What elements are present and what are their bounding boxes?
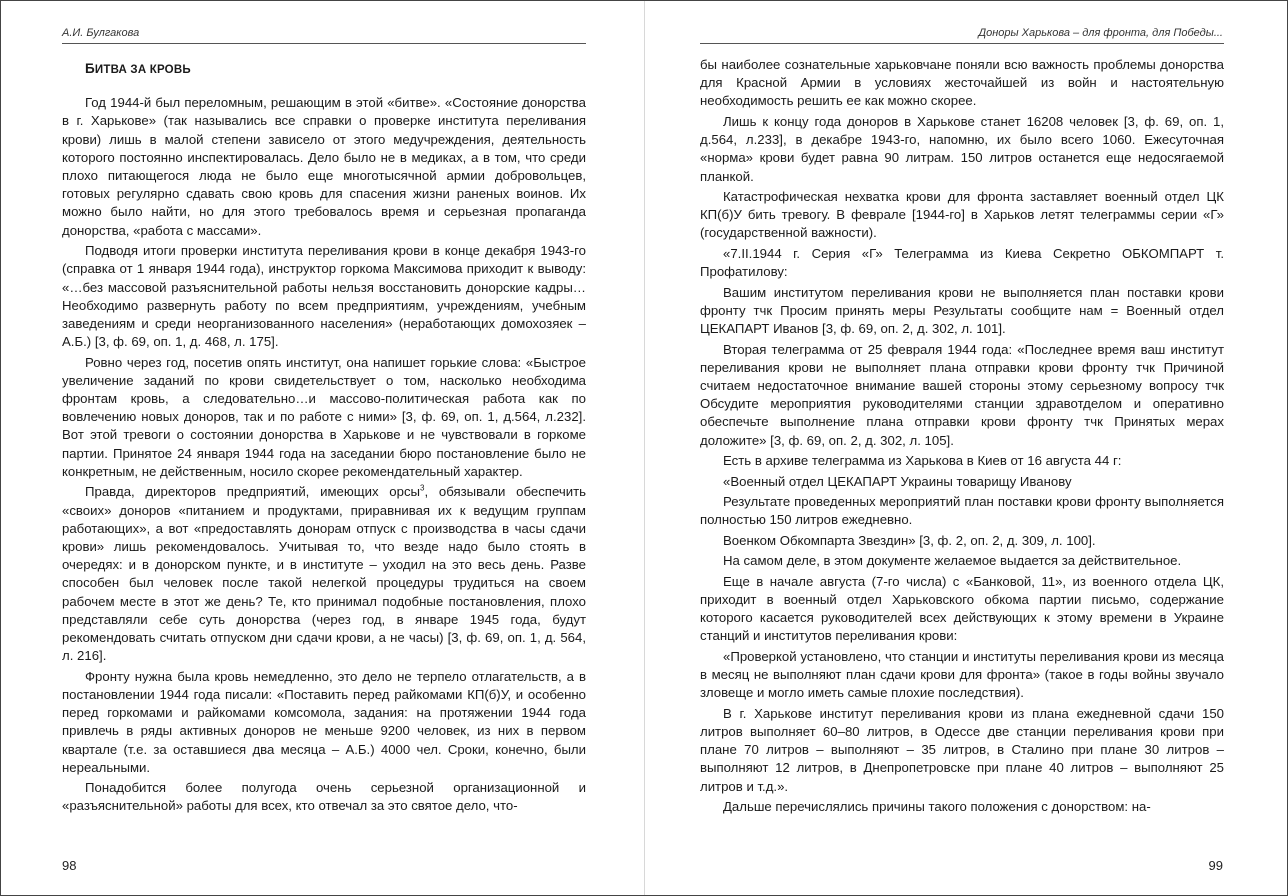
footnote-marker: 3 [420, 483, 425, 493]
paragraph: Ровно через год, посетив опять институт, она напишет горькие слова: «Быстрое увеличение заданий по крови свидетельствует о том, насколько необходима фронтам кровь, а следовательно…и массово-политическая работа как по вовлечению новых доноров, так и по работе с ними» [3, ф. 69, оп. 1, д.564, л.232]. Вот этой тревоги о состоянии донорства в Харькове и не чувствовали в горкоме партии. Принятое 24 января 1944 года на заседании бюро постановление было не конкретным, не действенным, носило скорее рекомендательный характер. [62, 354, 586, 479]
header-rule-right [700, 43, 1224, 44]
paragraph: Подводя итоги проверки института переливания крови в конце декабря 1943-го (справка от 1 января 1944 года), инструктор горкома Максимова приходит к выводу: «…без массовой разъяснительной работы нельзя восстановить донорские кадры…Необходимо развернуть работу по всем предприятиям, учреждениям, учебным заведениям и среди неорганизованного населения» (неработающих домохозяек – А.Б.) [3, ф. 69, оп. 1, д. 468, л. 175]. [62, 243, 586, 350]
running-head-left: А.И. Булгакова [62, 27, 140, 39]
paragraph: Военком Обкомпарта Звездин» [3, ф. 2, оп. 2, д. 309, л. 100]. [723, 532, 1096, 548]
paragraph: Есть в архиве телеграмма из Харькова в Киев от 16 августа 44 г: [723, 453, 1122, 469]
paragraph: Год 1944-й был переломным, решающим в этой «битве». «Состояние донорства в г. Харькове» (так назывались все справки о проверке института переливания крови) лишь в малой степени зависело от этого медучреждения, деятельность которого постоянно инспектировалась. Дело было не в медиках, а в том, что среди плохо питающегося люда не было еще многотысячной армии добровольцев, готовых регулярно сдавать свою кровь для спасения жизни раненых воинов. Их можно было найти, но для этого требовалось время и серьезная пропаганда донорства, «работа с массами». [62, 95, 586, 238]
paragraph: Катастрофическая нехватка крови для фронта заставляет военный отдел ЦК КП(б)У бить тревогу. В феврале [1944-го] в Харьков летят телеграммы серии «Г» (государственной важности). [700, 189, 1224, 241]
paragraph: На самом деле, в этом документе желаемое выдается за действительное. [723, 553, 1182, 569]
header-rule-left [62, 43, 586, 44]
running-head-right: Доноры Харькова – для фронта, для Победы... [978, 27, 1223, 39]
paragraph: Еще в начале августа (7-го числа) с «Банковой, 11», из военного отдела ЦК, приходит в военный отдел Харьковского обкома партии письмо, содержание которого касается руководителей всех действующих к этому времени в Украине станций и институтов переливания крови: [700, 573, 1224, 644]
paragraph: Понадобится более полугода очень серьезной организационной и «разъяснительной» работы для всех, кто отвечал за это святое дело, что- [62, 780, 586, 814]
right-page [645, 1, 1287, 895]
left-page [1, 1, 645, 895]
right-page-body [700, 56, 1224, 819]
paragraph: «Проверкой установлено, что станции и институты переливания крови из месяца в месяц не выполняют план сдачи крови для фронта» (такое в годы войны звучало зловеще и могло иметь самые плохие последствия). [700, 648, 1224, 701]
paragraph: «Военный отдел ЦЕКАПАРТ Украины товарищу Иванову [723, 473, 1072, 489]
paragraph: бы наиболее сознательные харьковчане поняли всю важность проблемы донорства для Красной Армии в условиях жесточайшей из войн и настоятельную необходимость решить ее как можно скорее. [700, 57, 1224, 109]
paragraph: Правда, директоров предприятий, имеющих орсы$^3$, обязывали обеспечить «своих» доноров «питанием и продуктами, приравнивая их к ведущим группам работающих», а вот «предоставлять донорам отпуск с производства в часы сдачи крови» лишь рекомендовалось. Учитывая то, что везде надо было стоять в очередях: и в донорском пункте, и в институте – уходил на это весь день. Разве способен был человек после такой нелегкой процедуры трудиться на своем рабочем месте в этот же день? Те, кто принимал подобные постановления, плохо представляли себе суть донорства (через год, в январе 1945 года, будут рекомендовать считать отпуском дни сдачи крови, а не часы) [3, ф. 69, оп. 1, д. 564, л. 216]. [62, 483, 586, 664]
paragraph: В г. Харькове институт переливания крови из плана ежедневной сдачи 150 литров выполняет 60–80 литров, в Одессе две станции переливания крови при плане 70 литров – выполняют – 35 литров, в Сталино при плане 30 литров – выполняют 12 литров, в Днепропетровске при плане 40 литров – выполняют 25 литров и т.д.». [700, 705, 1224, 794]
paragraph: Фронту нужна была кровь немедленно, это дело не терпело отлагательств, а в постановлении 1944 года писали: «Поставить перед райкомами КП(б)У, и особенно перед горкомами и райкомами комсомола, задания: на протяжении 1944 года привлечь в ряды активных доноров не меньше 9200 человек, из них в первом квартале (т.е. за оставшиеся два месяца – А.Б.) 4000 чел. Сроки, конечно, были нереальными. [62, 668, 586, 775]
paragraph: Дальше перечислялись причины такого положения с донорством: на- [723, 799, 1151, 815]
left-page-body [62, 56, 586, 818]
paragraph: Вашим институтом переливания крови не выполняется план поставки крови фронту тчк Просим принять меры Результаты сообщите нам = Военный отдел ЦЕКАПАРТ Иванов [3, ф. 69, оп. 2, д. 302, л. 101]. [700, 284, 1224, 337]
paragraph: Результате проведенных мероприятий план поставки крови фронту выполняется полностью 150 литров ежедневно. [700, 494, 1224, 528]
page-number-right: 99 [1208, 858, 1223, 873]
paragraph: Вторая телеграмма от 25 февраля 1944 года: «Последнее время ваш институт переливания крови не выполняет плана отправки крови фронту тчк Причиной считаем недостаточное внимание вашей стороны этому серьезному вопросу тчк Обсудите мероприятия руководителями станции здравотделом и оперативно обеспечьте выполнение плана отправки крови фронту тчк Принятых мерах доложите» [3, ф. 69, оп. 2, д. 302, л. 105]. [700, 341, 1224, 448]
page-number-left: 98 [62, 858, 77, 873]
section-title: БИТВА ЗА КРОВЬ [85, 61, 191, 76]
paragraph: Лишь к концу года доноров в Харькове станет 16208 человек [3, ф. 69, оп. 1, д.564, л.233], в декабре 1943-го, напомню, их было всего 1060. Ежесуточная «норма» крови будет равна 90 литрам. 150 литров останется еще недосягаемой планкой. [700, 113, 1224, 184]
paragraph: «7.II.1944 г. Серия «Г» Телеграмма из Киева Секретно ОБКОМПАРТ т. Профатилову: [700, 245, 1224, 280]
